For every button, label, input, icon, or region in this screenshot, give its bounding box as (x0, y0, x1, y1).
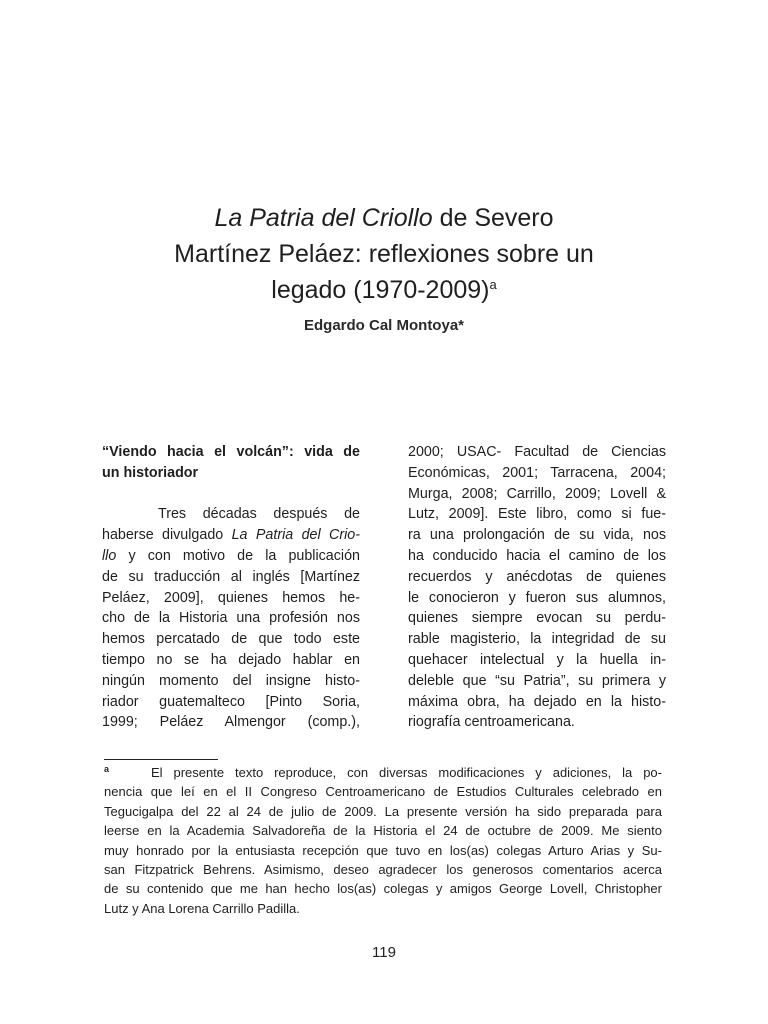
footnote-line: san Fitzpatrick Behrens. Asimismo, deseo agradecer los generosos comentarios acerca (104, 861, 662, 877)
body-line: máxima obra, ha dejado en la histo- (408, 693, 666, 710)
body-line: quienes siempre evocan su perdu- (408, 610, 666, 627)
body-line: 1999; Peláez Almengor (comp.), (102, 714, 360, 731)
page-number: 119 (372, 944, 396, 961)
body-line: quehacer intelectual y la huella in- (408, 651, 666, 668)
title-book-name: La Patria del Criollo (214, 204, 433, 232)
body-line: 2000; USAC- Facultad de Ciencias (408, 444, 666, 460)
footnote-line: nencia que leí en el II Congreso Centroamericano de Estudios Culturales celebrado en (104, 784, 662, 800)
body-line: ningún momento del insigne histo- (102, 672, 360, 689)
body-line: Murga, 2008; Carrillo, 2009; Lovell & (408, 485, 666, 502)
right-column (408, 442, 666, 733)
body-line: ra una prolongación de su vida, nos (408, 527, 666, 544)
body-line: recuerdos y anécdotas de quienes (408, 568, 666, 585)
footnote-line: de su contenido que me han hecho los(as) colegas y amigos George Lovell, Christopher (104, 881, 662, 897)
title-line-3: legado (1970-2009)$^a$ (271, 276, 497, 304)
body-line: riografía centroamericana. (408, 714, 575, 731)
footnote-line: Lutz y Ana Lorena Carrillo Padilla. (104, 900, 300, 916)
body-line: haberse divulgado La Patria del Crio- (102, 527, 360, 544)
body-line: rable magisterio, la integridad de su (408, 631, 666, 648)
body-line: deleble que “su Patria”, su primera y (408, 672, 666, 689)
paragraph-spacer (102, 484, 360, 505)
body-line: hemos percatado de que todo este (102, 631, 360, 648)
body-line: cho de la Historia una profesión nos (102, 610, 360, 627)
body-line: tiempo no se ha dejado hablar en (102, 651, 360, 668)
section-heading-line-1: “Viendo hacia el volcán”: vida de (102, 444, 360, 460)
footnote-marker: a (104, 764, 110, 774)
body-line: Peláez, 2009], quienes hemos he- (102, 589, 360, 606)
title-line-2: Martínez Peláez: reflexiones sobre un (174, 240, 594, 268)
author-name: Edgardo Cal Montoya* (303, 317, 464, 334)
body-line: Económicas, 2001; Tarracena, 2004; (408, 464, 666, 481)
footnote-line: Tegucigalpa del 22 al 24 de julio de 2009. La presente versión ha sido preparada para (104, 803, 662, 819)
footnote (104, 763, 662, 918)
footnote-line: $^a$ El presente texto reproduce, con diversas modificaciones y adiciones, la po- (104, 764, 662, 780)
article-title (0, 200, 768, 308)
footnote-line: muy honrado por la entusiasta recepción que tuvo en los(as) colegas Arturo Arias y Su- (104, 842, 662, 858)
left-column (102, 442, 360, 733)
body-line: riador guatemalteco [Pinto Soria, (102, 693, 360, 710)
body-line: Tres décadas después de (158, 506, 360, 523)
body-line: llo y con motivo de la publicación (102, 547, 360, 564)
title-footnote-marker: a (489, 277, 497, 292)
body-line: ha conducido hacia el camino de los (408, 547, 666, 564)
body-line: le conocieron y fueron sus alumnos, (408, 589, 666, 606)
body-line: de su traducción al inglés [Martínez (102, 568, 360, 585)
body-line: Lutz, 2009]. Este libro, como si fue- (408, 506, 666, 523)
title-line-1: La Patria del Criollo de Severo (214, 204, 554, 232)
section-heading-line-2: un historiador (102, 464, 199, 481)
footnote-divider (104, 759, 218, 760)
footnote-line: leerse en la Academia Salvadoreña de la Historia el 24 de octubre de 2009. Me siento (104, 823, 662, 839)
